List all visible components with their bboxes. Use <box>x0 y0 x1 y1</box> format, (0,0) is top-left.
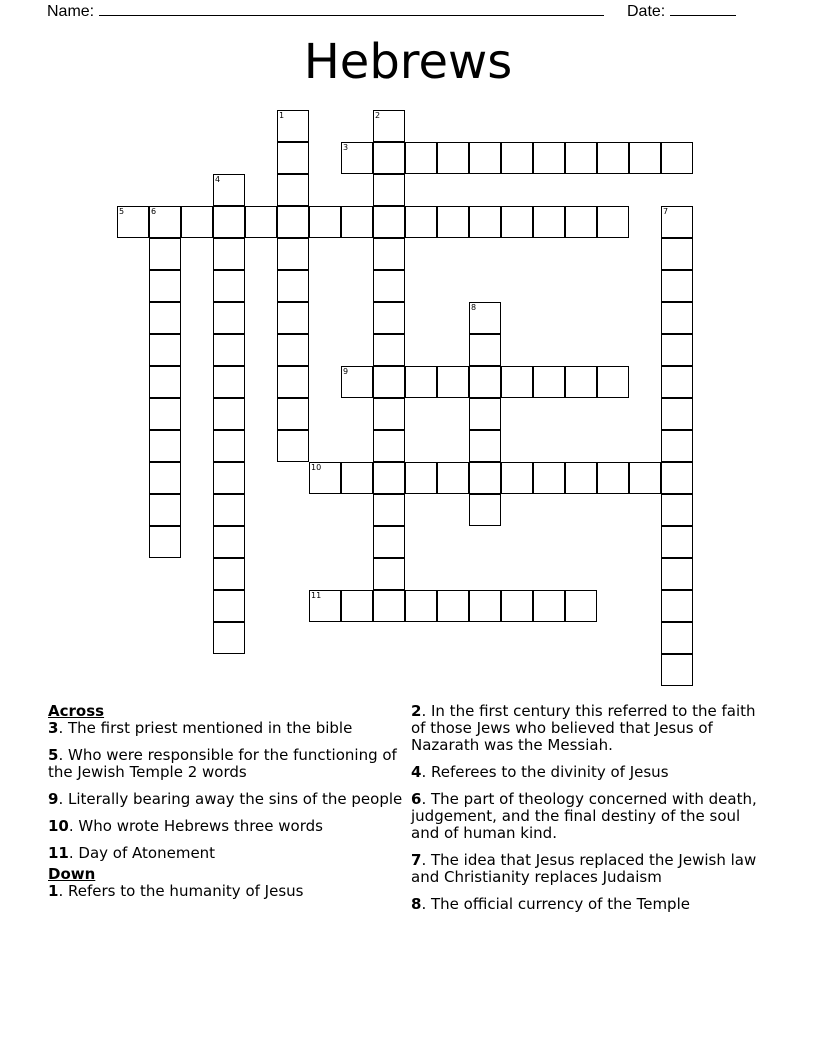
grid-cell[interactable] <box>405 366 437 398</box>
clue-item-number: 7 <box>411 851 422 869</box>
grid-cell[interactable] <box>405 462 437 494</box>
grid-cell[interactable] <box>373 238 405 270</box>
clue-number: 8 <box>471 303 477 312</box>
clue-item: 7. The idea that Jesus replaced the Jewish law and Christianity replaces Judaism <box>411 851 757 886</box>
grid-cell[interactable] <box>597 462 629 494</box>
grid-cell[interactable] <box>149 366 181 398</box>
grid-cell[interactable] <box>373 366 405 398</box>
grid-cell[interactable] <box>661 142 693 174</box>
grid-cell[interactable] <box>149 238 181 270</box>
grid-cell[interactable] <box>245 206 277 238</box>
grid-cell[interactable] <box>661 334 693 366</box>
clue-number: 2 <box>375 111 381 120</box>
clue-item-text: Day of Atonement <box>78 844 216 862</box>
grid-cell[interactable] <box>437 366 469 398</box>
clue-item-text: Who wrote Hebrews three words <box>78 817 323 835</box>
grid-cell[interactable] <box>565 462 597 494</box>
grid-cell[interactable] <box>277 430 309 462</box>
grid-cell[interactable] <box>661 366 693 398</box>
grid-cell[interactable] <box>405 142 437 174</box>
clue-item-number: 3 <box>48 719 59 737</box>
grid-cell[interactable] <box>597 206 629 238</box>
clue-item-number: 11 <box>48 844 69 862</box>
grid-cell[interactable] <box>149 302 181 334</box>
clue-item-number: 2 <box>411 702 422 720</box>
grid-cell[interactable] <box>405 590 437 622</box>
grid-cell[interactable] <box>373 206 405 238</box>
grid-cell[interactable] <box>661 558 693 590</box>
clue-item-text: Who were responsible for the functioning of the Jewish Temple 2 words <box>48 746 397 781</box>
date-label: Date: <box>627 3 666 20</box>
page-title: Hebrews <box>303 34 513 90</box>
grid-cell[interactable] <box>277 302 309 334</box>
grid-cell[interactable] <box>661 302 693 334</box>
grid-cell[interactable] <box>437 206 469 238</box>
grid-cell[interactable] <box>149 494 181 526</box>
clue-item-text: The official currency of the Temple <box>430 895 690 913</box>
grid-cell[interactable] <box>213 302 245 334</box>
clue-item-text: Referees to the divinity of Jesus <box>430 763 669 781</box>
grid-cell[interactable] <box>533 142 565 174</box>
grid-cell[interactable] <box>469 334 501 366</box>
down-clue-list <box>48 883 403 900</box>
clue-item-number: 10 <box>48 817 69 835</box>
grid-cell[interactable] <box>213 334 245 366</box>
grid-cell[interactable] <box>213 462 245 494</box>
clue-number: 7 <box>663 207 669 216</box>
grid-cell[interactable] <box>149 398 181 430</box>
grid-cell[interactable] <box>373 302 405 334</box>
grid-cell[interactable] <box>373 526 405 558</box>
grid-cell[interactable] <box>309 206 341 238</box>
grid-cell[interactable] <box>501 462 533 494</box>
grid-cell[interactable] <box>661 590 693 622</box>
grid-cell[interactable] <box>629 142 661 174</box>
grid-cell[interactable] <box>469 142 501 174</box>
down-clue-list-continued <box>411 703 771 913</box>
grid-cell[interactable] <box>533 366 565 398</box>
grid-cell[interactable] <box>533 206 565 238</box>
grid-cell[interactable] <box>213 622 245 654</box>
grid-cell[interactable] <box>373 142 405 174</box>
grid-cell[interactable] <box>661 398 693 430</box>
clue-item: 6. The part of theology concerned with death, judgement, and the final destiny of the soul and of human kind. <box>411 790 757 842</box>
clue-item-text: Literally bearing away the sins of the people <box>67 790 403 808</box>
grid-cell[interactable] <box>661 430 693 462</box>
grid-cell[interactable] <box>373 558 405 590</box>
grid-cell[interactable] <box>341 590 373 622</box>
grid-cell[interactable] <box>277 174 309 206</box>
grid-cell[interactable] <box>533 462 565 494</box>
grid-cell[interactable] <box>213 430 245 462</box>
clue-number: 11 <box>311 591 322 600</box>
clue-item-number: 9 <box>48 790 59 808</box>
grid-cell[interactable] <box>469 590 501 622</box>
clue-item: 11. Day of Atonement <box>48 844 216 862</box>
clue-item: 5. Who were responsible for the functioning of the Jewish Temple 2 words <box>48 746 397 781</box>
grid-cell[interactable] <box>533 590 565 622</box>
grid-cell[interactable] <box>597 366 629 398</box>
grid-cell[interactable] <box>373 430 405 462</box>
grid-cell[interactable] <box>565 142 597 174</box>
grid-cell[interactable] <box>437 142 469 174</box>
grid-cell[interactable] <box>277 142 309 174</box>
grid-cell[interactable] <box>661 270 693 302</box>
clue-item: 1. Refers to the humanity of Jesus <box>48 882 304 900</box>
grid-cell[interactable] <box>277 334 309 366</box>
clue-number: 4 <box>215 175 221 184</box>
grid-cell[interactable] <box>341 462 373 494</box>
grid-cell[interactable] <box>149 430 181 462</box>
down-heading: Down <box>48 865 96 883</box>
grid-cell[interactable] <box>469 206 501 238</box>
grid-cell[interactable] <box>501 366 533 398</box>
grid-cell[interactable] <box>181 206 213 238</box>
clue-item: 8. The official currency of the Temple <box>411 895 690 913</box>
grid-cell[interactable] <box>565 590 597 622</box>
grid-cell[interactable] <box>373 270 405 302</box>
clue-number: 5 <box>119 207 125 216</box>
grid-cell[interactable] <box>373 334 405 366</box>
grid-cell[interactable] <box>373 494 405 526</box>
grid-cell[interactable] <box>437 462 469 494</box>
clue-item: 4. Referees to the divinity of Jesus <box>411 763 669 781</box>
clues-left-column <box>48 703 403 910</box>
grid-cell[interactable] <box>469 366 501 398</box>
clue-item-text: The first priest mentioned in the bible <box>67 719 353 737</box>
clue-item-number: 5 <box>48 746 59 764</box>
clue-item: 10. Who wrote Hebrews three words <box>48 817 323 835</box>
grid-cell[interactable] <box>405 206 437 238</box>
grid-cell[interactable] <box>469 462 501 494</box>
clue-number: 9 <box>343 367 349 376</box>
clue-item: 2. In the first century this referred to the faith of those Jews who believed that Jesus of Nazarath was the Messiah. <box>411 702 756 754</box>
grid-cell[interactable] <box>277 366 309 398</box>
grid-cell[interactable] <box>661 494 693 526</box>
clues-right-column <box>411 703 771 923</box>
grid-cell[interactable] <box>213 238 245 270</box>
clue-item-text: Refers to the humanity of Jesus <box>67 882 304 900</box>
grid-cell[interactable] <box>501 590 533 622</box>
clue-number: 6 <box>151 207 157 216</box>
grid-cell[interactable] <box>213 590 245 622</box>
grid-cell[interactable] <box>469 398 501 430</box>
grid-cell[interactable] <box>565 206 597 238</box>
grid-cell[interactable] <box>373 462 405 494</box>
grid-cell[interactable] <box>373 398 405 430</box>
grid-cell[interactable] <box>213 206 245 238</box>
clue-item-number: 6 <box>411 790 422 808</box>
grid-cell[interactable] <box>501 142 533 174</box>
grid-cell[interactable] <box>277 270 309 302</box>
clue-item: 3. The first priest mentioned in the bible <box>48 719 353 737</box>
grid-cell[interactable] <box>661 238 693 270</box>
grid-cell[interactable] <box>149 334 181 366</box>
across-heading: Across <box>48 702 105 720</box>
across-clue-list <box>48 720 403 862</box>
grid-cell[interactable] <box>469 494 501 526</box>
grid-cell[interactable] <box>469 430 501 462</box>
grid-cell[interactable] <box>373 174 405 206</box>
clue-item-text: The part of theology concerned with death, judgement, and the final destiny of the soul and of human kind. <box>411 790 757 842</box>
clue-item: 9. Literally bearing away the sins of the people <box>48 790 403 808</box>
clue-item-number: 1 <box>48 882 59 900</box>
name-label: Name: <box>47 3 95 20</box>
grid-cell[interactable] <box>149 270 181 302</box>
grid-cell[interactable] <box>213 270 245 302</box>
grid-cell[interactable] <box>501 206 533 238</box>
grid-cell[interactable] <box>213 398 245 430</box>
grid-cell[interactable] <box>437 590 469 622</box>
grid-cell[interactable] <box>661 622 693 654</box>
clue-item-number: 4 <box>411 763 422 781</box>
grid-cell[interactable] <box>213 526 245 558</box>
grid-cell[interactable] <box>277 238 309 270</box>
grid-cell[interactable] <box>661 654 693 686</box>
grid-cell[interactable] <box>629 462 661 494</box>
grid-cell[interactable] <box>341 206 373 238</box>
grid-cell[interactable] <box>277 398 309 430</box>
grid-cell[interactable] <box>213 558 245 590</box>
grid-cell[interactable] <box>149 526 181 558</box>
clue-item-text: The idea that Jesus replaced the Jewish law and Christianity replaces Judaism <box>411 851 757 886</box>
grid-cell[interactable] <box>213 366 245 398</box>
clue-item-number: 8 <box>411 895 422 913</box>
grid-cell[interactable] <box>373 590 405 622</box>
grid-cell[interactable] <box>277 206 309 238</box>
clue-item-text: In the first century this referred to the faith of those Jews who believed that Jesus of Nazarath was the Messiah. <box>411 702 756 754</box>
grid-cell[interactable] <box>661 462 693 494</box>
grid-cell[interactable] <box>597 142 629 174</box>
grid-cell[interactable] <box>149 462 181 494</box>
grid-cell[interactable] <box>565 366 597 398</box>
clue-number: 1 <box>279 111 285 120</box>
clue-number: 3 <box>343 143 349 152</box>
grid-cell[interactable] <box>661 526 693 558</box>
clue-number: 10 <box>311 463 322 472</box>
grid-cell[interactable] <box>213 494 245 526</box>
